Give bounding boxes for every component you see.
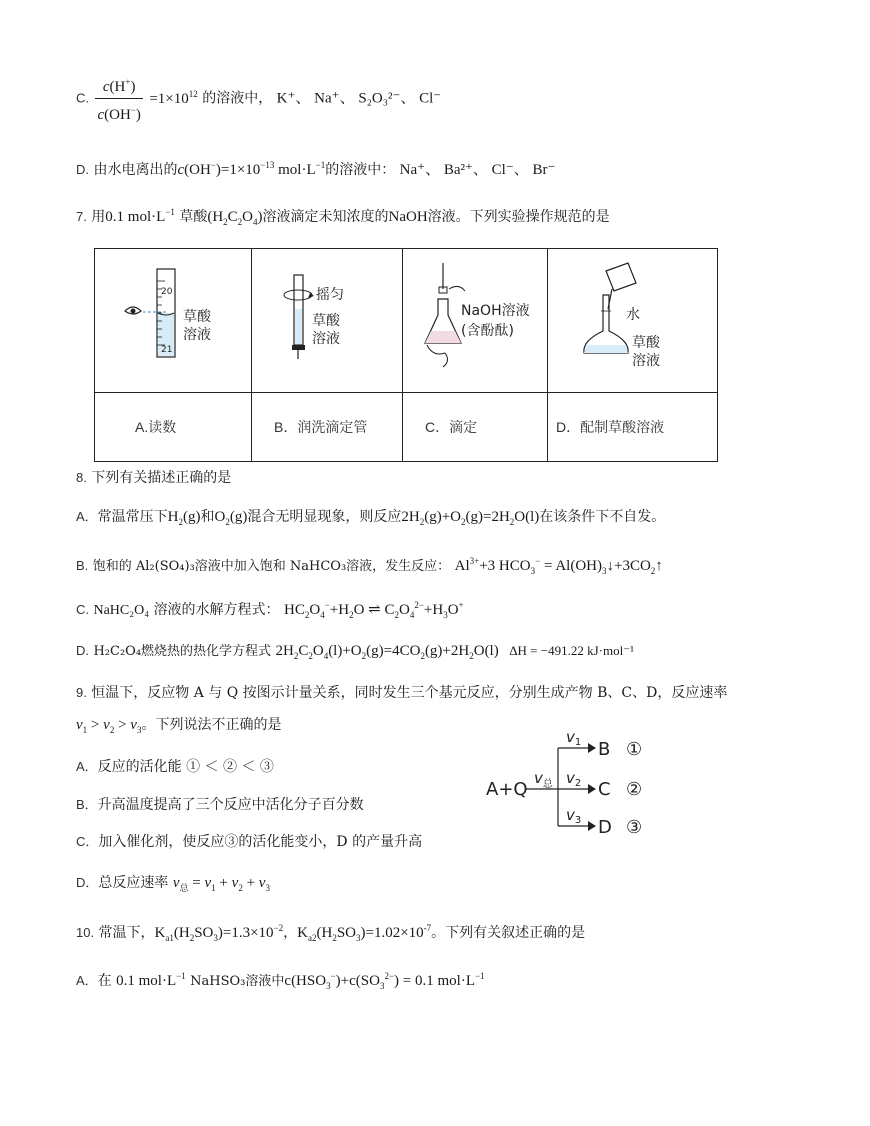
label-oxalic: 草酸 <box>183 309 211 325</box>
formula: NaHC₂O₄ <box>93 603 150 618</box>
scale-21: 21 <box>161 345 173 355</box>
stem-text: 恒温下，反应物 A 与 Q 按图示计量关系，同时发生三个基元反应，分别生成产物 B、C、D，反应速率 <box>91 685 728 701</box>
oh-concentration: $c(OH^-)=1\times 10^{-13}$ $mol\cdot L^{-1}$ <box>177 160 326 178</box>
enthalpy-change: ΔH = −491.22 kJ·mol⁻¹ <box>509 643 634 658</box>
cell-b-picture <box>252 249 403 393</box>
option-text: 总反应速率 <box>98 875 169 891</box>
option-label: D. <box>76 162 89 177</box>
option-text: 混合无明显现象，则反应 <box>247 509 402 525</box>
thermochemical-equation: $2H_2C_2O_4(l)+O_2(g)=4CO_2(g)+2H_2O(l)$ <box>275 643 499 661</box>
scale-20: 20 <box>161 287 173 297</box>
titration-figure <box>403 249 547 388</box>
rotate-arrow-icon <box>284 290 314 300</box>
q9-option-d <box>76 873 270 898</box>
product-c: C <box>598 779 611 800</box>
burette-reading-figure <box>95 249 251 388</box>
stem-text: 常温下， <box>98 925 155 941</box>
q6-option-d <box>76 155 555 180</box>
mark-2: ② <box>626 779 643 800</box>
label-phenolphthalein: (含酚酞) <box>461 323 514 339</box>
formula: $H_2(g)$ <box>167 509 201 527</box>
stem-text: 用 <box>91 209 106 225</box>
option-text: 在该条件下不自发。 <box>539 509 666 525</box>
label-naoh: NaOH溶液 <box>461 303 530 319</box>
formula-h2c2o4: $(H_2C_2O_4)$ <box>207 209 263 227</box>
option-text: 升高温度提高了三个反应中活化分子百分数 <box>97 797 364 813</box>
q7-stem <box>76 202 610 232</box>
q9-option-a <box>76 757 274 777</box>
q8-option-a <box>76 507 665 532</box>
ka2-expression: $K_{a2}(H_2SO_3)=1.02\times 10^{-7}$ <box>297 923 432 943</box>
label-water: 水 <box>626 307 640 323</box>
option-text: 反应的活化能 ① ＜ ② ＜ ③ <box>97 759 274 775</box>
hydrolysis-equation: $HC_2O_4^-+H_2O$ ⇌ $C_2O_4^{2-}+H_3O^+$ <box>284 600 464 620</box>
eye-icon <box>125 307 141 314</box>
product-d: D <box>598 817 612 838</box>
label-solution: 溶液 <box>183 327 211 343</box>
option-label: A． <box>76 509 98 524</box>
v-total-label: $v_总$ <box>534 769 553 790</box>
option-label: A． <box>76 973 98 988</box>
option-text: 由水电离出的 <box>93 162 178 178</box>
ion-list: K⁺、 Na⁺、 S₂O₃²⁻、 Cl⁻ <box>276 90 442 107</box>
concentration-ratio: $\frac{c(H^+)}{c(OH^-)}$ <box>95 72 142 125</box>
q9-reaction-diagram <box>480 728 680 840</box>
q8-option-c <box>76 595 464 625</box>
product-b: B <box>598 739 611 760</box>
option-text: NaHSO₃溶液中 <box>190 974 285 989</box>
option-label: C． <box>76 834 99 849</box>
ka1-expression: $K_{a1}(H_2SO_3)=1.3\times 10^{-2}$ <box>154 923 284 943</box>
formula: $O_2(g)$ <box>214 509 248 527</box>
rate-inequality: $v_1 > v_2 > v_3$ <box>76 717 142 735</box>
burette-rinse-figure <box>252 249 402 388</box>
caption-c: C．滴定 <box>403 393 548 462</box>
mark-1: ① <box>626 739 643 760</box>
q9-option-c <box>76 832 422 852</box>
option-text: H₂C₂O₄燃烧热的热化学方程式 <box>93 644 272 659</box>
q8-stem <box>76 468 231 488</box>
formula-naoh: NaOH <box>388 209 428 225</box>
option-text: 在 <box>97 973 112 989</box>
reaction-equation: $Al^{3+}+3$ $HCO_3^-$ = $Al(OH)_3↓+3CO_2↑$ <box>454 556 663 576</box>
question-number: 10. <box>76 925 95 940</box>
caption-d: D．配制草酸溶液 <box>548 393 718 462</box>
option-text: 饱和的 Al₂(SO₄)₃溶液中加入饱和 NaHCO₃溶液，发生反应： <box>92 559 451 574</box>
cell-d-picture <box>548 249 718 393</box>
stem-text: 。下列有关叙述正确的是 <box>431 925 586 941</box>
option-label: B. <box>76 558 89 573</box>
q10-option-a <box>76 966 485 996</box>
v3-label: $v_3$ <box>566 806 582 826</box>
label-shake: 摇匀 <box>316 287 344 303</box>
q9-stem-line2 <box>76 715 281 740</box>
q9-option-b <box>76 795 364 815</box>
mark-3: ③ <box>626 817 643 838</box>
q10-stem: 10. 常温下，$K_{a1}(H_2SO_3)=1.3\times 10^{-2}$，$K_{a2}(H_2SO_3)=1.02\times 10^{-7}$。下列有关叙述正确的是 <box>76 923 586 943</box>
option-text: 溶液的水解方程式： <box>153 602 280 618</box>
option-text: 的溶液中， <box>202 90 273 107</box>
caption-a: A.读数 <box>95 393 252 462</box>
stem-text: 溶液。下列实验操作规范的是 <box>427 209 610 225</box>
option-text: 常温常压下 <box>97 509 168 525</box>
q6-option-c <box>76 72 441 125</box>
rate-sum-equation: $v_总 = v_1 + v_2 + v_3$ <box>172 875 270 893</box>
option-label: D． <box>76 875 99 890</box>
option-label: B． <box>76 797 98 812</box>
option-text: 和 <box>200 509 215 525</box>
stem-text: 溶液滴定未知浓度的 <box>262 209 389 225</box>
stem-text: 下列有关描述正确的是 <box>91 470 232 486</box>
option-label: A． <box>76 759 98 774</box>
concentration: 0.1 $mol\cdot L^{-1}$ <box>105 207 175 225</box>
option-label: D. <box>76 643 89 658</box>
reaction-equation: $2H_2(g)+O_2(g)=2H_2O(l)$ <box>401 509 540 527</box>
label-oxalic: 草酸 <box>312 313 340 329</box>
volumetric-flask-figure <box>548 249 717 388</box>
question-number: 9. <box>76 685 87 700</box>
material-balance: $c(HSO_3^-)+c(SO_3^{2-}) = 0.1$ $mol\cdot L^{-1}$ <box>284 971 485 991</box>
v1-label: $v_1$ <box>566 728 582 748</box>
question-number: 8. <box>76 470 87 485</box>
label-solution: 溶液 <box>312 331 340 347</box>
q7-options-table <box>94 248 718 462</box>
caption-b: B．润洗滴定管 <box>252 393 403 462</box>
option-label: C. <box>76 602 89 617</box>
v2-label: $v_2$ <box>566 769 582 789</box>
label-oxalic: 草酸 <box>632 335 660 351</box>
q9-stem-line1 <box>76 683 727 703</box>
q8-option-b <box>76 551 663 581</box>
option-text: 加入催化剂，使反应③的活化能变小，D 的产量升高 <box>98 834 423 850</box>
ratio-value: $=1\times 10^{12}$ <box>149 88 198 107</box>
option-text: 的溶液中： <box>325 162 396 178</box>
cell-a-picture <box>95 249 252 393</box>
label-solution: 溶液 <box>632 353 660 369</box>
stem-text: 草酸 <box>179 209 208 225</box>
concentration: 0.1 $mol\cdot L^{-1}$ <box>116 971 186 989</box>
question-number: 7. <box>76 209 87 224</box>
cell-c-picture <box>403 249 548 393</box>
option-label: C. <box>76 90 89 106</box>
ion-list: Na⁺、 Ba²⁺、 Cl⁻、 Br⁻ <box>399 162 556 178</box>
q8-option-d <box>76 641 634 666</box>
stem-text: 。下列说法不正确的是 <box>141 717 282 733</box>
reactants-label: A+Q <box>486 779 528 800</box>
